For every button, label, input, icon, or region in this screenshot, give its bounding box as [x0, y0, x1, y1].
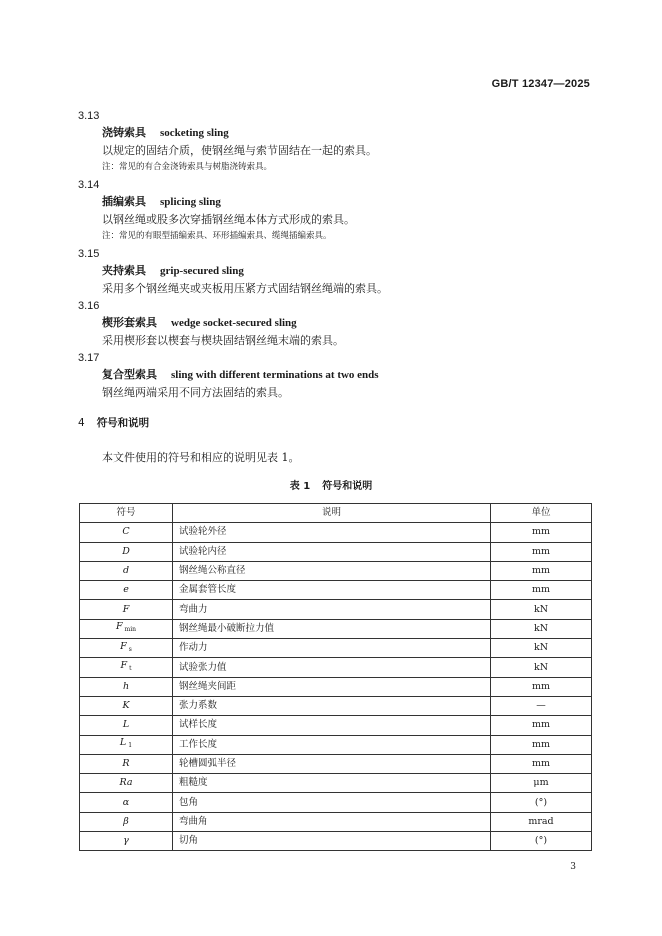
- description-cell: 试验张力值: [173, 658, 491, 677]
- header-unit: 单位: [491, 504, 592, 523]
- description-cell: 试样长度: [173, 716, 491, 735]
- table-number: 表 1: [289, 481, 311, 492]
- description-cell: 金属套管长度: [173, 581, 491, 600]
- symbol-text: L: [122, 719, 130, 731]
- symbol-text: h: [122, 680, 130, 692]
- unit-cell: mm: [491, 542, 592, 561]
- term-en: socketing sling: [160, 127, 229, 139]
- symbol-text: F: [122, 603, 130, 615]
- term-title: [102, 314, 598, 332]
- term-number: 3.17: [78, 352, 100, 364]
- intro-paragraph: 本文件使用的符号和相应的说明见表 1。: [102, 451, 300, 464]
- description-cell: 弯曲角: [173, 812, 491, 831]
- symbol-subscript: s: [128, 645, 132, 653]
- symbol-cell: [80, 832, 173, 851]
- symbol-cell: [80, 619, 173, 638]
- unit-cell: mm: [491, 754, 592, 773]
- term-number: 3.16: [78, 300, 100, 312]
- symbol-text: e: [123, 584, 129, 596]
- unit-cell: mm: [491, 523, 592, 542]
- term-definition: 以规定的固结介质，使钢丝绳与索节固结在一起的索具。: [102, 144, 377, 157]
- table-row: [80, 658, 592, 677]
- term-entries: [78, 108, 598, 402]
- term-entry: [78, 177, 598, 245]
- term-definition: 采用楔形套以楔套与楔块固结钢丝绳末端的索具。: [102, 334, 344, 347]
- unit-cell: —: [491, 696, 592, 715]
- unit-cell: kN: [491, 619, 592, 638]
- description-cell: 工作长度: [173, 735, 491, 754]
- description-cell: 作动力: [173, 639, 491, 658]
- table-row: [80, 639, 592, 658]
- term-entry: [78, 298, 598, 349]
- table-row: [80, 754, 592, 773]
- table-row: [80, 735, 592, 754]
- symbol-subscript: t: [129, 665, 132, 673]
- symbol-text: C: [122, 526, 130, 538]
- table-row: [80, 716, 592, 735]
- term-zh: 浇铸索具: [102, 126, 146, 139]
- term-en: sling with different terminations at two ends: [171, 369, 379, 381]
- header-symbol: 符号: [80, 504, 173, 523]
- table-row: [80, 523, 592, 542]
- term-number: 3.15: [78, 248, 100, 260]
- term-definition: 钢丝绳两端采用不同方法固结的索具。: [102, 386, 289, 399]
- page-number: 3: [570, 862, 576, 872]
- table-body: [80, 523, 592, 851]
- table-title-text: 符号和说明: [322, 481, 373, 492]
- description-cell: 张力系数: [173, 696, 491, 715]
- unit-cell: mm: [491, 677, 592, 696]
- symbol-text: Ra: [119, 777, 133, 789]
- symbol-cell: [80, 639, 173, 658]
- table-row: [80, 542, 592, 561]
- term-entry: [78, 350, 598, 401]
- symbol-cell: [80, 561, 173, 580]
- table-caption: [0, 477, 662, 492]
- section-heading: [78, 415, 149, 430]
- term-zh: 楔形套索具: [102, 316, 157, 329]
- symbol-cell: [80, 716, 173, 735]
- description-cell: 试验轮内径: [173, 542, 491, 561]
- term-en: wedge socket-secured sling: [171, 317, 297, 329]
- unit-cell: kN: [491, 600, 592, 619]
- term-note: 注：常见的有合金浇铸索具与树脂浇铸索具。: [102, 162, 273, 172]
- symbol-cell: [80, 600, 173, 619]
- term-definition: 采用多个钢丝绳夹或夹板用压紧方式固结钢丝绳端的索具。: [102, 282, 388, 295]
- symbol-cell: [80, 696, 173, 715]
- term-title: [102, 366, 598, 384]
- section-number: 4: [78, 417, 85, 429]
- symbol-cell: [80, 812, 173, 831]
- term-entry: [78, 246, 598, 297]
- description-cell: 钢丝绳公称直径: [173, 561, 491, 580]
- table-row: [80, 619, 592, 638]
- term-number: 3.14: [78, 179, 100, 191]
- symbol-cell: [80, 677, 173, 696]
- symbol-cell: [80, 774, 173, 793]
- term-zh: 复合型索具: [102, 368, 157, 381]
- term-title: [102, 262, 598, 280]
- unit-cell: μm: [491, 774, 592, 793]
- table-row: [80, 561, 592, 580]
- description-cell: 弯曲力: [173, 600, 491, 619]
- symbol-text: D: [122, 545, 130, 557]
- description-cell: 钢丝绳夹间距: [173, 677, 491, 696]
- table-row: [80, 696, 592, 715]
- term-zh: 插编索具: [102, 195, 146, 208]
- description-cell: 粗糙度: [173, 774, 491, 793]
- unit-cell: (°): [491, 832, 592, 851]
- symbol-text: K: [122, 700, 130, 712]
- header-description: 说明: [173, 504, 491, 523]
- term-en: splicing sling: [160, 196, 221, 208]
- symbol-cell: [80, 754, 173, 773]
- description-cell: 切角: [173, 832, 491, 851]
- table-header-row: [80, 504, 592, 523]
- unit-cell: kN: [491, 658, 592, 677]
- term-entry: [78, 108, 598, 176]
- description-cell: 试验轮外径: [173, 523, 491, 542]
- unit-cell: mm: [491, 716, 592, 735]
- table-row: [80, 600, 592, 619]
- symbol-text: d: [122, 565, 130, 577]
- unit-cell: mm: [491, 735, 592, 754]
- symbol-text: F: [120, 660, 128, 672]
- symbol-cell: [80, 542, 173, 561]
- symbol-text: F: [115, 621, 123, 633]
- description-cell: 轮槽圆弧半径: [173, 754, 491, 773]
- term-number: 3.13: [78, 110, 100, 122]
- symbol-text: γ: [123, 835, 129, 847]
- symbol-subscript: min: [124, 626, 137, 634]
- description-cell: 钢丝绳最小破断拉力值: [173, 619, 491, 638]
- unit-cell: kN: [491, 639, 592, 658]
- table-row: [80, 832, 592, 851]
- table-row: [80, 677, 592, 696]
- term-zh: 夹持索具: [102, 264, 146, 277]
- symbol-cell: [80, 581, 173, 600]
- table-row: [80, 581, 592, 600]
- symbol-text: F: [120, 640, 127, 652]
- unit-cell: mm: [491, 581, 592, 600]
- unit-cell: mrad: [491, 812, 592, 831]
- symbol-cell: [80, 658, 173, 677]
- symbol-text: R: [122, 758, 130, 769]
- table-row: [80, 774, 592, 793]
- term-note: 注：常见的有眼型插编索具、环形插编索具、缆绳插编索具。: [102, 231, 332, 241]
- term-en: grip-secured sling: [160, 265, 244, 277]
- table-row: [80, 793, 592, 812]
- symbol-cell: [80, 523, 173, 542]
- symbol-text: L: [119, 737, 127, 749]
- symbol-cell: [80, 793, 173, 812]
- symbol-cell: [80, 735, 173, 754]
- symbols-table: [79, 503, 592, 851]
- symbol-text: α: [122, 796, 130, 808]
- unit-cell: (°): [491, 793, 592, 812]
- symbol-text: β: [123, 815, 129, 827]
- table-row: [80, 812, 592, 831]
- description-cell: 包角: [173, 793, 491, 812]
- term-title: [102, 193, 598, 211]
- standard-code: GB/T 12347—2025: [491, 78, 590, 90]
- unit-cell: mm: [491, 561, 592, 580]
- symbol-subscript: 1: [128, 742, 133, 750]
- term-definition: 以钢丝绳或股多次穿插钢丝绳本体方式形成的索具。: [102, 213, 355, 226]
- term-title: [102, 124, 598, 142]
- section-title-text: 符号和说明: [96, 417, 150, 429]
